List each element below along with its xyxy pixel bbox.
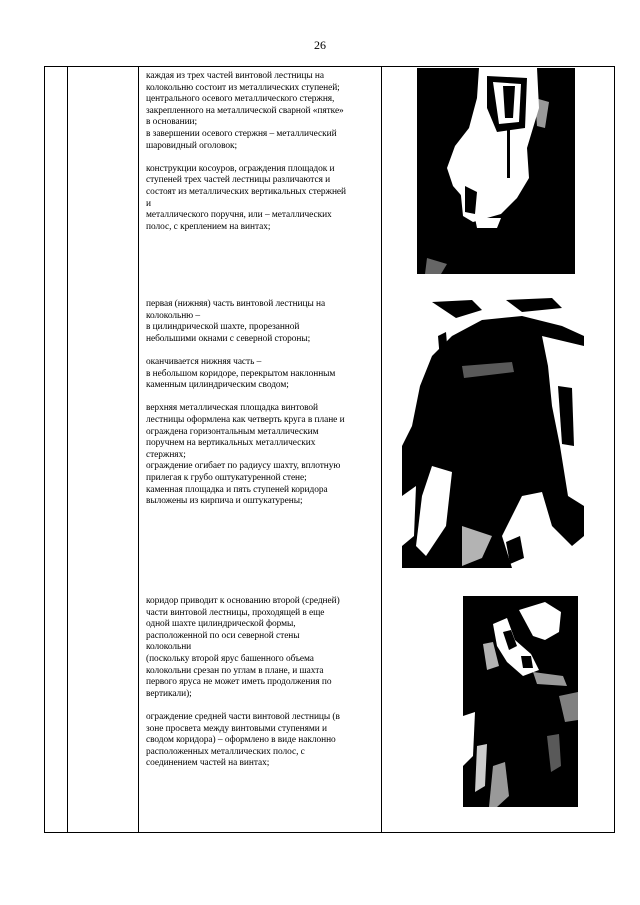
row-3-paragraph-1: коридор приводит к основанию второй (средней) части винтовой лестницы, проходящей в еще одной шахте цилиндрической формы, расположенной по оси северной стены колокольни (поскольку второй ярус башенного объема колокольни срезан по углам в плане, и шахта первого яруса не может иметь продолжения по вертикали); [146,596,340,699]
column-divider [381,67,382,832]
row-3-text [146,596,380,770]
row-2-text [146,299,380,508]
column-divider [138,67,139,832]
column-divider [67,67,68,832]
spiral-stair-base-photo [417,68,575,274]
row-2-paragraph-1: первая (нижняя) часть винтовой лестницы на колокольню – в цилиндрической шахте, прорезанной небольшими окнами с северной стороны; [146,299,326,344]
document-table [44,66,615,833]
row-1-paragraph-1: каждая из трех частей винтовой лестницы на колокольню состоит из металлических ступеней; центрального осевого металлического стержня, закрепленного на металлической сварной «пятке» в основании; в завершении осевого стержня – металлический шаровидный оголовок; [146,71,344,151]
middle-stair-shaft-photo [463,596,578,807]
row-2-paragraph-2: оканчивается нижняя часть – в небольшом коридоре, перекрытом наклонным каменным цилиндрическим сводом; [146,356,336,391]
row-1-text [146,71,380,233]
page-number: 26 [314,38,326,52]
row-2-paragraph-3: верхняя металлическая площадка винтовой лестницы оформлена как четверть круга в плане и ограждена горизонтальным металлическим поручнем на вертикальных металлических стержнях; ограждение огибает по радиусу шахту, вплотную прилегая к грубо оштукатуренной стене; каменная площадка и пять ступеней коридора выложены из кирпича и оштукатурены; [146,403,345,507]
row-3-paragraph-2: ограждение средней части винтовой лестницы (в зоне просвета между винтовыми ступенями и сводом коридора) – оформлено в виде наклонно расположенных металлических полос, с соединением частей на винтах; [146,711,340,769]
corridor-vault-photo [402,296,584,568]
row-1-paragraph-2: конструкции косоуров, ограждения площадок и ступеней трех частей лестницы различаются и состоят из металлических вертикальных стержней и металлического поручня, или – металлических полос, с креплением на винтах; [146,163,346,232]
